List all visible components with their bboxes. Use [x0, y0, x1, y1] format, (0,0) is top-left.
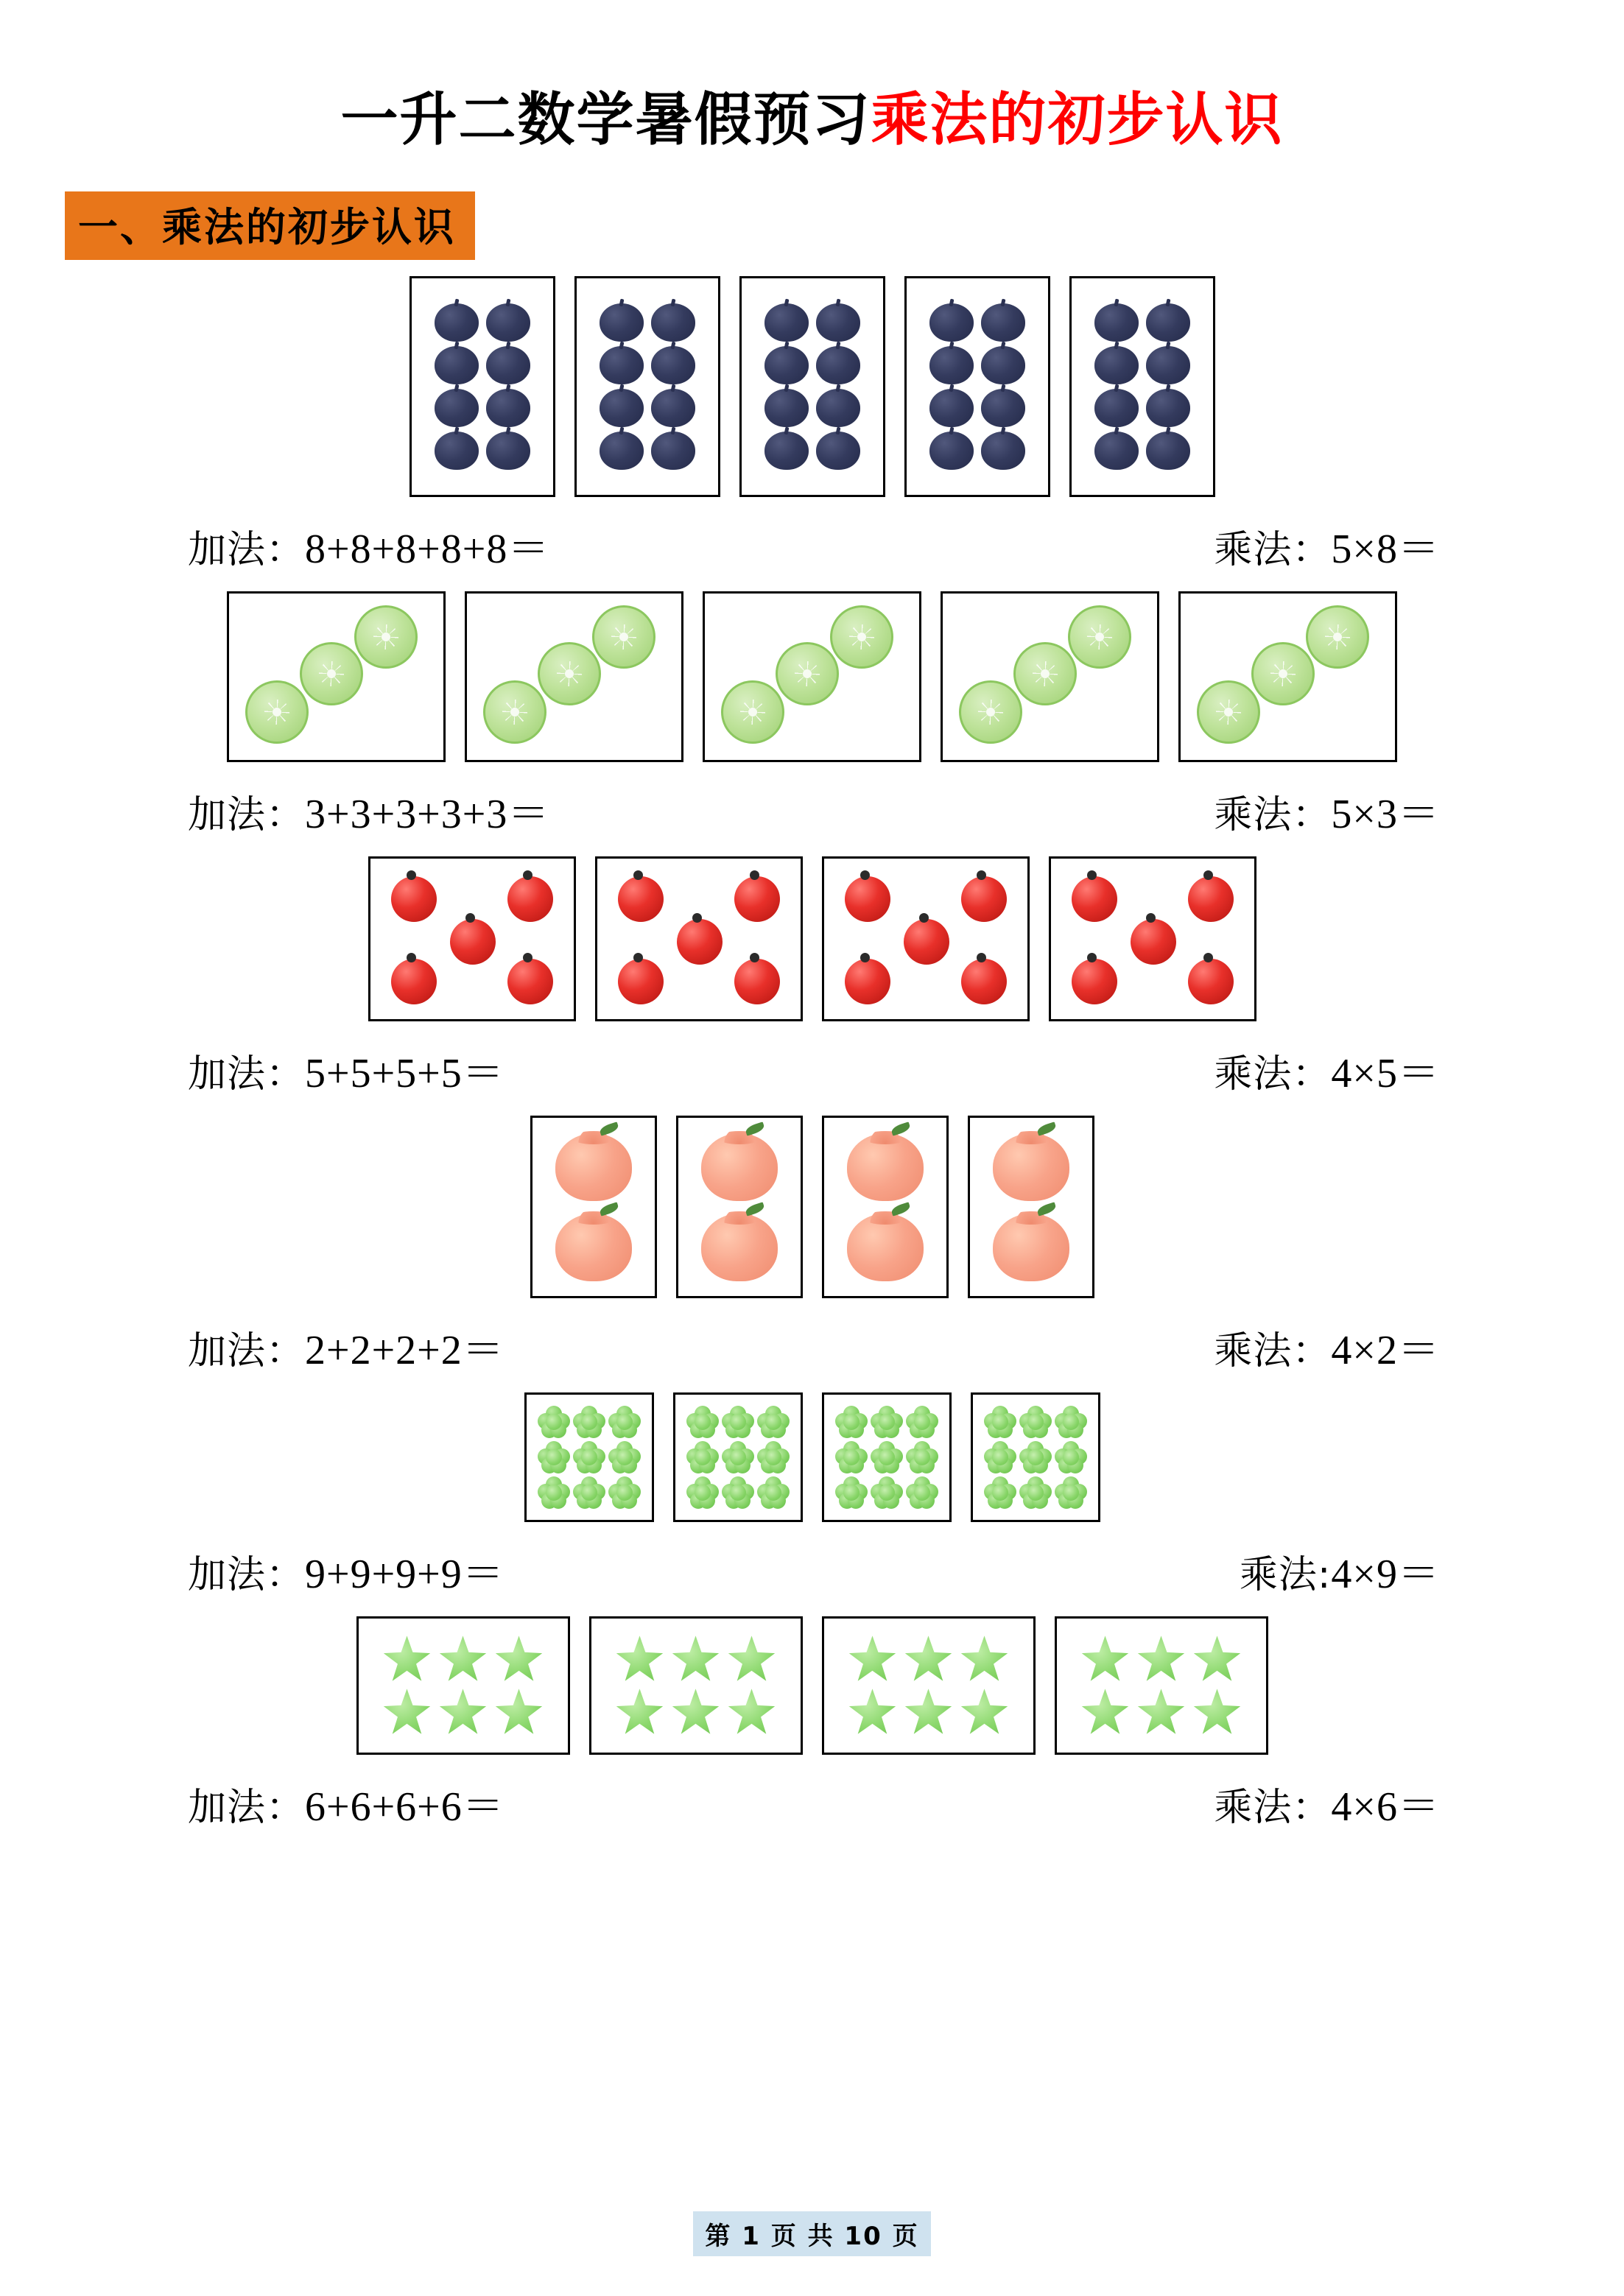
- item-grid: [597, 859, 801, 1019]
- blueberry-icon: [651, 389, 695, 427]
- item-card: [227, 591, 446, 762]
- blueberry-icon: [929, 389, 974, 427]
- multiplication-expression: [1214, 781, 1440, 840]
- star-icon: [960, 1635, 1009, 1683]
- star-icon: [383, 1635, 432, 1683]
- card-row: [0, 1392, 1624, 1522]
- cherry-icon: [1131, 919, 1176, 965]
- item-card: [1049, 856, 1256, 1021]
- blueberry-icon: [816, 432, 860, 470]
- item-card: [703, 591, 921, 762]
- card-row: [0, 856, 1624, 1021]
- cucumber-slice-icon: [538, 642, 601, 705]
- cherry-icon: [845, 959, 890, 1004]
- addition-expression: [188, 1541, 505, 1600]
- flower-icon: [757, 1441, 790, 1473]
- star-icon: [1137, 1688, 1186, 1736]
- flower-icon: [984, 1441, 1016, 1473]
- card-row: [0, 276, 1624, 497]
- exercise-group-peaches: [0, 1116, 1624, 1376]
- blueberry-icon: [1146, 303, 1190, 342]
- item-grid: [686, 1406, 790, 1509]
- addition-value: 5+5+5+5＝: [305, 1051, 505, 1096]
- equation-line: [0, 1040, 1624, 1099]
- cherry-icon: [734, 959, 780, 1004]
- flower-icon: [722, 1441, 754, 1473]
- flower-icon: [871, 1476, 903, 1509]
- cherry-icon: [1072, 959, 1117, 1004]
- cherry-icon: [450, 919, 496, 965]
- exercise-group-flowers: [0, 1392, 1624, 1600]
- blueberry-icon: [486, 303, 530, 342]
- addition-expression: [188, 516, 549, 575]
- cucumber-slice-icon: [300, 642, 363, 705]
- flower-icon: [722, 1406, 754, 1438]
- cucumber-slice-icon: [1197, 680, 1260, 744]
- multiplication-label: 乘法：: [1214, 1786, 1332, 1830]
- item-grid: [824, 1127, 946, 1287]
- item-grid: [848, 1635, 1009, 1736]
- item-card: [1069, 276, 1215, 497]
- item-grid: [764, 303, 860, 470]
- item-card: [822, 1392, 952, 1522]
- blueberry-icon: [981, 389, 1025, 427]
- star-icon: [616, 1688, 664, 1736]
- blueberry-icon: [651, 346, 695, 384]
- flower-icon: [1019, 1476, 1052, 1509]
- item-grid: [532, 1127, 655, 1287]
- flower-icon: [573, 1406, 605, 1438]
- blueberry-icon: [435, 389, 479, 427]
- item-grid: [370, 859, 574, 1019]
- item-card: [574, 276, 720, 497]
- item-card: [971, 1392, 1100, 1522]
- peach-icon: [847, 1133, 924, 1201]
- addition-value: 3+3+3+3+3＝: [305, 792, 550, 837]
- cherry-icon: [734, 876, 780, 922]
- page-title-highlight: 乘法的初步认识: [871, 87, 1284, 153]
- addition-expression: [188, 1040, 505, 1099]
- star-icon: [672, 1688, 720, 1736]
- card-row: [0, 1116, 1624, 1298]
- flower-icon: [871, 1406, 903, 1438]
- item-card: [465, 591, 683, 762]
- flower-icon: [984, 1406, 1016, 1438]
- multiplication-value: 4×9＝: [1331, 1552, 1440, 1597]
- cucumber-slice-icon: [776, 642, 839, 705]
- blueberry-icon: [1146, 389, 1190, 427]
- blueberry-icon: [929, 432, 974, 470]
- item-grid: [929, 303, 1025, 470]
- multiplication-value: 4×2＝: [1331, 1328, 1440, 1373]
- item-card: [368, 856, 576, 1021]
- cucumber-slice-icon: [245, 680, 309, 744]
- flower-icon: [757, 1406, 790, 1438]
- flower-icon: [538, 1406, 570, 1438]
- multiplication-label: 乘法：: [1214, 528, 1332, 572]
- blueberry-icon: [981, 432, 1025, 470]
- cherry-icon: [1072, 876, 1117, 922]
- peach-icon: [993, 1214, 1069, 1281]
- blueberry-icon: [1094, 432, 1139, 470]
- multiplication-expression: [1214, 1774, 1440, 1833]
- star-icon: [848, 1688, 897, 1736]
- exercise-group-blueberries: [0, 276, 1624, 575]
- item-card: [524, 1392, 654, 1522]
- star-icon: [1193, 1688, 1242, 1736]
- item-grid: [984, 1406, 1087, 1509]
- cherry-icon: [845, 876, 890, 922]
- addition-expression: [188, 1774, 505, 1833]
- blueberry-icon: [816, 389, 860, 427]
- item-grid: [1181, 594, 1395, 760]
- item-grid: [943, 594, 1157, 760]
- flower-icon: [835, 1406, 868, 1438]
- star-icon: [439, 1635, 488, 1683]
- star-icon: [728, 1635, 776, 1683]
- flower-icon: [906, 1476, 938, 1509]
- cucumber-slice-icon: [721, 680, 784, 744]
- flower-icon: [686, 1441, 719, 1473]
- star-icon: [439, 1688, 488, 1736]
- multiplication-label: 乘法：: [1214, 793, 1332, 837]
- cucumber-slice-icon: [1068, 605, 1131, 669]
- star-icon: [904, 1688, 953, 1736]
- addition-label: 加法：: [188, 793, 306, 837]
- blueberry-icon: [486, 389, 530, 427]
- blueberry-icon: [764, 432, 809, 470]
- blueberry-icon: [600, 432, 644, 470]
- blueberry-icon: [1094, 303, 1139, 342]
- item-card: [968, 1116, 1094, 1298]
- addition-value: 9+9+9+9＝: [305, 1552, 505, 1597]
- page-title-plain: 一升二数学暑假预习: [340, 87, 871, 153]
- blueberry-icon: [1094, 346, 1139, 384]
- item-card: [356, 1616, 570, 1755]
- blueberry-icon: [929, 346, 974, 384]
- flower-icon: [757, 1476, 790, 1509]
- item-card: [530, 1116, 657, 1298]
- multiplication-value: 4×5＝: [1331, 1051, 1440, 1096]
- star-icon: [1137, 1635, 1186, 1683]
- item-card: [676, 1116, 803, 1298]
- peach-icon: [701, 1133, 778, 1201]
- item-grid: [600, 303, 695, 470]
- blueberry-icon: [816, 346, 860, 384]
- blueberry-icon: [981, 303, 1025, 342]
- star-icon: [1193, 1635, 1242, 1683]
- flower-icon: [1055, 1476, 1087, 1509]
- flower-icon: [1055, 1441, 1087, 1473]
- equation-line: [0, 1541, 1624, 1600]
- peach-icon: [847, 1214, 924, 1281]
- blueberry-icon: [651, 303, 695, 342]
- page-number: 第 1 页 共 10 页: [693, 2211, 930, 2256]
- cherry-icon: [507, 876, 553, 922]
- addition-value: 2+2+2+2＝: [305, 1328, 505, 1373]
- flower-icon: [608, 1441, 641, 1473]
- item-card: [1178, 591, 1397, 762]
- cherry-icon: [391, 959, 437, 1004]
- blueberry-icon: [929, 303, 974, 342]
- flower-icon: [984, 1476, 1016, 1509]
- blueberry-icon: [486, 346, 530, 384]
- addition-label: 加法：: [188, 1553, 306, 1597]
- blueberry-icon: [1146, 432, 1190, 470]
- star-icon: [1081, 1635, 1130, 1683]
- blueberry-icon: [486, 432, 530, 470]
- cherry-icon: [1188, 959, 1234, 1004]
- blueberry-icon: [764, 303, 809, 342]
- flower-icon: [1019, 1441, 1052, 1473]
- cherry-icon: [677, 919, 723, 965]
- item-grid: [467, 594, 681, 760]
- peach-icon: [993, 1133, 1069, 1201]
- cherry-icon: [507, 959, 553, 1004]
- item-grid: [705, 594, 919, 760]
- addition-label: 加法：: [188, 1052, 306, 1096]
- item-card: [941, 591, 1159, 762]
- flower-icon: [1019, 1406, 1052, 1438]
- blueberry-icon: [435, 432, 479, 470]
- blueberry-icon: [435, 346, 479, 384]
- multiplication-label: 乘法：: [1214, 1052, 1332, 1096]
- cucumber-slice-icon: [830, 605, 893, 669]
- star-icon: [672, 1635, 720, 1683]
- flower-icon: [906, 1441, 938, 1473]
- flower-icon: [835, 1476, 868, 1509]
- item-card: [1055, 1616, 1268, 1755]
- flower-icon: [1055, 1406, 1087, 1438]
- blueberry-icon: [816, 303, 860, 342]
- cherry-icon: [961, 876, 1007, 922]
- cherry-icon: [961, 959, 1007, 1004]
- page-title: [0, 0, 1624, 156]
- multiplication-value: 5×3＝: [1331, 792, 1440, 837]
- multiplication-value: 5×8＝: [1331, 527, 1440, 572]
- star-icon: [383, 1688, 432, 1736]
- flower-icon: [608, 1406, 641, 1438]
- star-icon: [495, 1635, 544, 1683]
- cucumber-slice-icon: [1306, 605, 1369, 669]
- flower-icon: [686, 1476, 719, 1509]
- item-card: [739, 276, 885, 497]
- item-card: [822, 1616, 1036, 1755]
- exercise-group-stars: [0, 1616, 1624, 1833]
- cucumber-slice-icon: [1013, 642, 1077, 705]
- item-grid: [1051, 859, 1254, 1019]
- addition-value: 6+6+6+6＝: [305, 1784, 505, 1830]
- flower-icon: [835, 1441, 868, 1473]
- blueberry-icon: [981, 346, 1025, 384]
- item-card: [673, 1392, 803, 1522]
- cucumber-slice-icon: [959, 680, 1022, 744]
- flower-icon: [722, 1476, 754, 1509]
- flower-icon: [538, 1476, 570, 1509]
- cucumber-slice-icon: [592, 605, 655, 669]
- multiplication-expression: [1214, 1317, 1440, 1376]
- multiplication-expression: [1240, 1541, 1440, 1600]
- item-grid: [1094, 303, 1190, 470]
- addition-expression: [188, 1317, 505, 1376]
- cherry-icon: [391, 876, 437, 922]
- addition-label: 加法：: [188, 1786, 306, 1830]
- blueberry-icon: [651, 432, 695, 470]
- cucumber-slice-icon: [354, 605, 418, 669]
- item-grid: [616, 1635, 776, 1736]
- page-footer: [0, 2211, 1624, 2256]
- cherry-icon: [618, 876, 664, 922]
- addition-label: 加法：: [188, 1329, 306, 1373]
- exercise-group-cucumbers: [0, 591, 1624, 840]
- item-card: [589, 1616, 803, 1755]
- blueberry-icon: [600, 389, 644, 427]
- card-row: [0, 591, 1624, 762]
- blueberry-icon: [435, 303, 479, 342]
- item-card: [822, 856, 1030, 1021]
- blueberry-icon: [1094, 389, 1139, 427]
- flower-icon: [573, 1476, 605, 1509]
- peach-icon: [555, 1214, 632, 1281]
- equation-line: [0, 516, 1624, 575]
- blueberry-icon: [600, 303, 644, 342]
- flower-icon: [538, 1441, 570, 1473]
- cucumber-slice-icon: [1251, 642, 1315, 705]
- multiplication-label: 乘法：: [1214, 1329, 1332, 1373]
- star-icon: [960, 1688, 1009, 1736]
- flower-icon: [871, 1441, 903, 1473]
- equation-line: [0, 781, 1624, 840]
- item-card: [904, 276, 1050, 497]
- peach-icon: [701, 1214, 778, 1281]
- item-grid: [970, 1127, 1092, 1287]
- blueberry-icon: [764, 346, 809, 384]
- blueberry-icon: [600, 346, 644, 384]
- flower-icon: [686, 1406, 719, 1438]
- addition-expression: [188, 781, 549, 840]
- star-icon: [1081, 1688, 1130, 1736]
- equation-line: [0, 1774, 1624, 1833]
- item-grid: [835, 1406, 938, 1509]
- blueberry-icon: [764, 389, 809, 427]
- item-card: [595, 856, 803, 1021]
- flower-icon: [573, 1441, 605, 1473]
- card-row: [0, 1616, 1624, 1755]
- item-grid: [1081, 1635, 1242, 1736]
- addition-value: 8+8+8+8+8＝: [305, 527, 550, 572]
- item-grid: [435, 303, 530, 470]
- star-icon: [728, 1688, 776, 1736]
- item-grid: [678, 1127, 801, 1287]
- item-card: [409, 276, 555, 497]
- multiplication-expression: [1214, 516, 1440, 575]
- item-grid: [538, 1406, 641, 1509]
- blueberry-icon: [1146, 346, 1190, 384]
- section-heading: 一、乘法的初步认识: [65, 191, 475, 260]
- item-grid: [383, 1635, 544, 1736]
- star-icon: [848, 1635, 897, 1683]
- peach-icon: [555, 1133, 632, 1201]
- exercise-group-cherries: [0, 856, 1624, 1099]
- star-icon: [495, 1688, 544, 1736]
- cherry-icon: [618, 959, 664, 1004]
- equation-line: [0, 1317, 1624, 1376]
- star-icon: [616, 1635, 664, 1683]
- multiplication-expression: [1214, 1040, 1440, 1099]
- cucumber-slice-icon: [483, 680, 546, 744]
- multiplication-label: 乘法:: [1239, 1553, 1332, 1597]
- addition-label: 加法：: [188, 528, 306, 572]
- item-grid: [229, 594, 443, 760]
- item-card: [822, 1116, 949, 1298]
- item-grid: [824, 859, 1027, 1019]
- cherry-icon: [904, 919, 949, 965]
- cherry-icon: [1188, 876, 1234, 922]
- multiplication-value: 4×6＝: [1331, 1784, 1440, 1830]
- flower-icon: [906, 1406, 938, 1438]
- flower-icon: [608, 1476, 641, 1509]
- star-icon: [904, 1635, 953, 1683]
